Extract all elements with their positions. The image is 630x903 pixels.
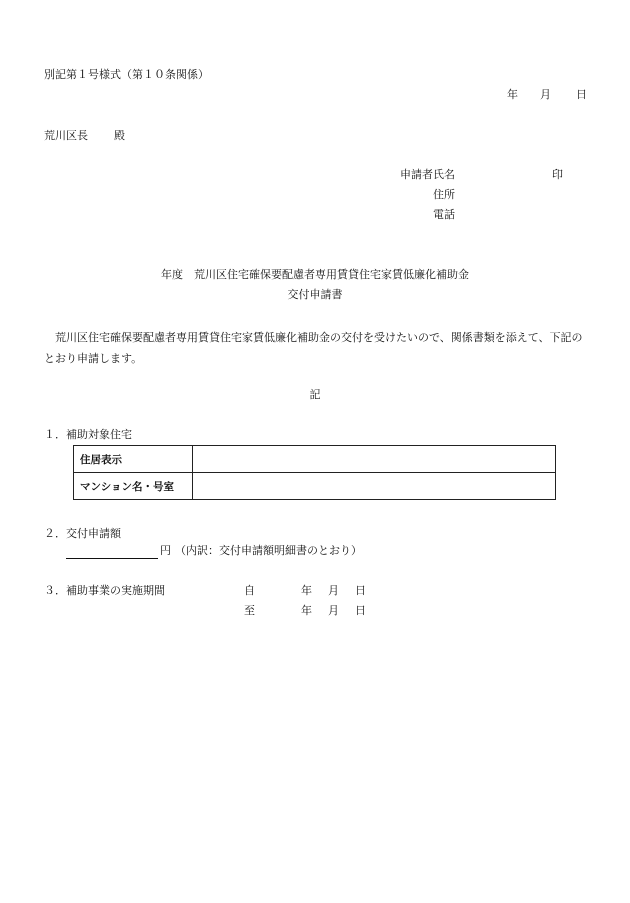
document-title-line2: 交付申請書: [287, 288, 343, 301]
period-to-day: 日: [355, 604, 366, 617]
period-to-month: 月: [328, 604, 339, 617]
housing-table: [73, 445, 556, 500]
date-year-label: 年: [507, 88, 518, 101]
period-from-month: 月: [328, 584, 339, 597]
housing-building-room-field[interactable]: [193, 473, 556, 500]
form-reference: 別記第１号様式（第１０条関係）: [44, 68, 209, 81]
table-row: [74, 473, 556, 500]
amount-field[interactable]: [66, 544, 158, 559]
housing-address-label: 住居表示: [74, 446, 193, 473]
section2-heading: ２．交付申請額: [44, 527, 121, 540]
section3-heading: ３．補助事業の実施期間: [44, 584, 165, 597]
date-day-label: 日: [576, 88, 587, 101]
housing-address-field[interactable]: [193, 446, 556, 473]
seal-mark: 印: [552, 168, 563, 181]
document-title-line1: 年度 荒川区住宅確保要配慮者専用賃貸住宅家賃低廉化補助金: [161, 268, 469, 281]
housing-building-room-label: マンション名・号室: [74, 473, 193, 500]
period-to-label: 至: [244, 604, 255, 617]
period-from-year: 年: [301, 584, 312, 597]
period-from-day: 日: [355, 584, 366, 597]
section1-heading: １．補助対象住宅: [44, 428, 132, 441]
addressee-suffix: 殿: [114, 129, 125, 142]
amount-breakdown-note: （内訳：交付申請額明細書のとおり）: [175, 544, 362, 557]
date-month-label: 月: [540, 88, 551, 101]
applicant-name-label: 申請者氏名: [400, 168, 455, 181]
addressee-name: 荒川区長: [44, 129, 88, 142]
ki-marker: 記: [309, 388, 321, 401]
table-row: [74, 446, 556, 473]
period-from-label: 自: [244, 584, 255, 597]
request-body-text: 荒川区住宅確保要配慮者専用賃貸住宅家賃低廉化補助金の交付を受けたいので、関係書類を添えて、下記のとおり申請します。: [44, 331, 583, 365]
applicant-phone-label: 電話: [433, 208, 455, 221]
period-to-year: 年: [301, 604, 312, 617]
applicant-address-label: 住所: [433, 188, 455, 201]
amount-unit: 円: [160, 544, 171, 557]
